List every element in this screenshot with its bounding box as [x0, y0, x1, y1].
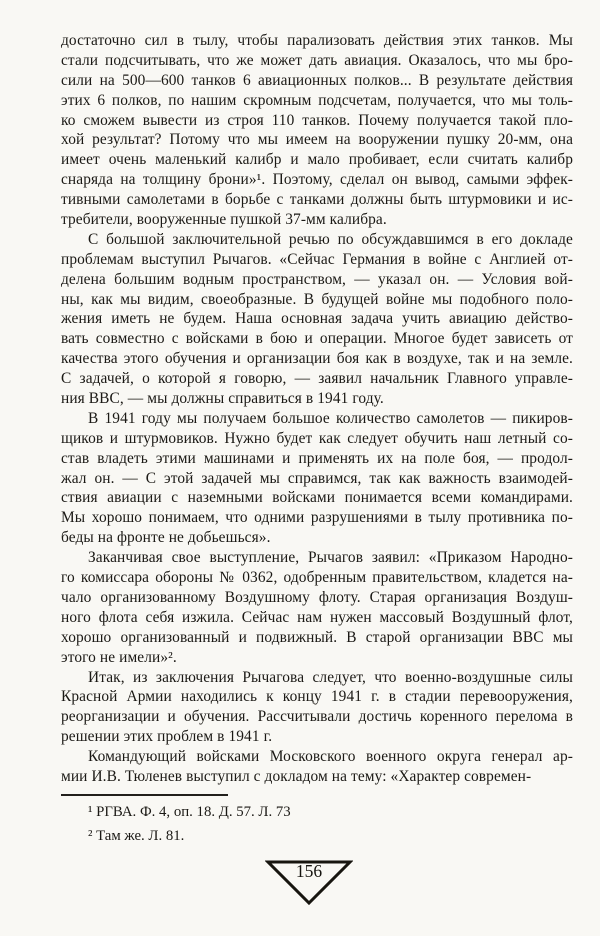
text-line: достаточно сил в тылу, чтобы парализовать действия этих танков. Мы	[61, 32, 573, 49]
text-line: этого не имели»².	[61, 648, 177, 666]
text-line: жения иметь не будем. Наша основная задача учить авиацию действо-	[61, 310, 573, 328]
text-line: Итак, из заключения Рычагова следует, что военно-воздушные силы	[88, 668, 573, 686]
text-line: реорганизации и обучения. Рассчитывали достичь коренного перелома в	[61, 708, 573, 726]
page-number: 156	[295, 861, 323, 881]
text-line: Красной Армии находились к концу 1941 г. в стадии перевооружения,	[61, 688, 573, 706]
text-line: хорошо организованный и подвижный. В старой организации ВВС мы	[61, 628, 573, 646]
paragraph	[61, 230, 573, 409]
footnote-line: ¹ РГВА. Ф. 4, оп. 18. Д. 57. Л. 73	[88, 803, 291, 820]
footnotes	[61, 800, 573, 848]
paragraph	[61, 409, 573, 548]
text-line: став владеть этими машинами и применять их на поле боя, — продол-	[61, 449, 573, 467]
text-line: тивными самолетами в борьбе с танками должны быть штурмовики и ис-	[61, 191, 573, 209]
text-line: мии И.В. Тюленев выступил с докладом на тему: «Характер современ-	[61, 767, 532, 785]
text-block	[61, 31, 573, 848]
text-line: ствия авиации с наземными войсками понимается всеми командирами.	[61, 489, 573, 507]
text-line: ного флота себя изжила. Сейчас нам нужен массовый Воздушный флот,	[61, 608, 573, 626]
text-line: требители, вооруженные пушкой 37-мм калибра.	[61, 211, 387, 229]
text-line: щиков и штурмовиков. Нужно будет как следует обучить наш летный со-	[61, 429, 573, 447]
text-line: снаряда на толщину брони»¹. Поэтому, сделал он вывод, самыми эффек-	[61, 171, 573, 189]
text-line: хой результат? Потому что мы имеем на вооружении пушку 20-мм, она	[61, 131, 573, 149]
text-line: беды на фронте не добьешься».	[61, 529, 271, 547]
paragraph	[61, 548, 573, 667]
footnote-separator-rule	[61, 794, 228, 796]
page-number-ornament	[265, 858, 353, 908]
text-line: ны, как мы видим, своеобразные. В будущей войне мы подобного поло-	[61, 290, 573, 308]
text-line: проблемам выступил Рычагов. «Сейчас Германия в войне с Англией от-	[61, 250, 573, 268]
text-line: сили на 500—600 танков 6 авиационных полков... В результате действия	[61, 71, 573, 89]
text-line: ко сможем вывести из строя 110 танков. Почему получается такой пло-	[61, 111, 573, 129]
text-line: чало организованному Воздушному флоту. Старая организация Воздуш-	[61, 588, 573, 606]
text-line: Мы хорошо понимаем, что одними разрушениями в тылу противника по-	[61, 509, 573, 527]
paragraph	[61, 31, 573, 230]
paragraph	[61, 747, 573, 787]
body-text	[61, 31, 573, 787]
text-line: этих 6 полков, по нашим скромным подсчетам, получается, что мы толь-	[61, 91, 573, 109]
text-line: Командующий войсками Московского военного округа генерал ар-	[88, 748, 573, 766]
footnote-line: ² Там же. Л. 81.	[88, 827, 185, 844]
text-line: качества этого обучения и организации боя как в воздухе, так и на земле.	[61, 350, 573, 368]
text-line: С большой заключительной речью по обсуждавшимся в его докладе	[88, 230, 573, 248]
text-line: стали подсчитывать, что же может дать авиация. Оказалось, что мы бро-	[61, 51, 573, 69]
text-line: ния ВВС, — мы должны справиться в 1941 году.	[61, 390, 384, 408]
text-line: Заканчивая свое выступление, Рычагов заявил: «Приказом Народно-	[88, 549, 573, 567]
text-line: решении этих проблем в 1941 г.	[61, 728, 273, 746]
text-line: жал он. — С этой задачей мы справимся, так как важность взаимодей-	[61, 469, 573, 487]
text-line: го комиссара обороны № 0362, одобренным правительством, кладется на-	[61, 569, 573, 587]
paragraph	[61, 668, 573, 748]
text-line: В 1941 году мы получаем большое количество самолетов — пикиров-	[88, 409, 573, 427]
text-line: делена большим водным пространством, — указал он. — Условия вой-	[61, 270, 573, 288]
text-line: имеет очень маленький калибр и мало пробивает, если считать калибр	[61, 151, 573, 169]
text-line: С задачей, о которой я говорю, — заявил начальник Главного управле-	[61, 370, 573, 388]
text-line: вать совместно с войсками в бою и операции. Многое будет зависеть от	[61, 330, 573, 348]
